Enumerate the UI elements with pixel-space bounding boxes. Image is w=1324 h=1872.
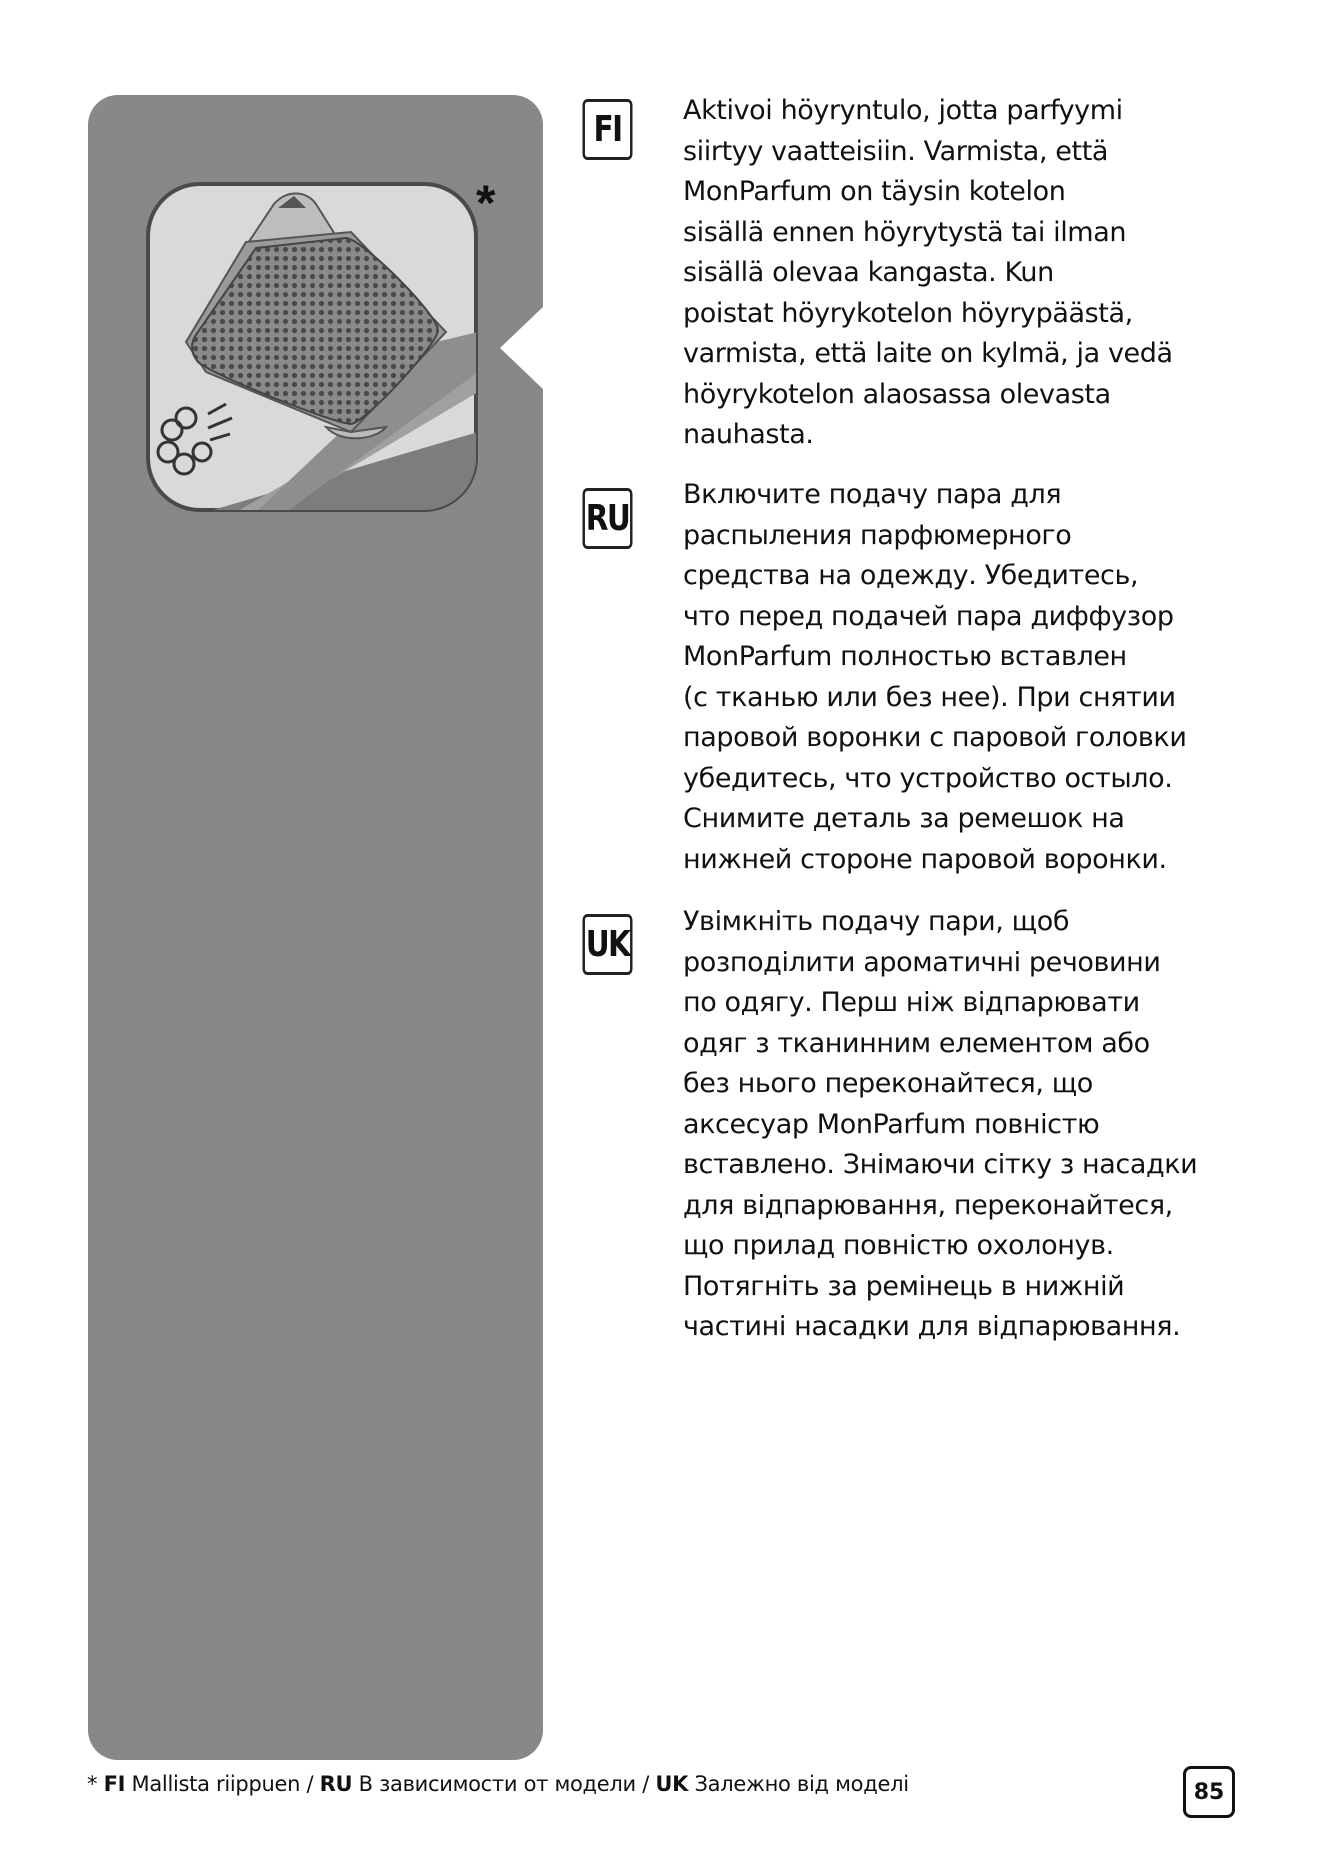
footnote-code-uk: UK <box>655 1772 689 1796</box>
footnote-code-ru: RU <box>319 1772 353 1796</box>
footnote-text-fi: Mallista riippuen / <box>125 1772 320 1796</box>
lang-badge-fi: FI <box>582 99 632 160</box>
text-ru: Включите подачу пара для распыления парфюмерного средства на одежду. Убедитесь, что перед подачей пара диффузор MonParfum полностью вставлен (с тканью или без нее). При снятии паровой воронки с паровой головки убедитесь, что устройство остыло. Снимите деталь за ремешок на нижней стороне паровой воронки. <box>683 479 1187 875</box>
text-uk: Увімкніть подачу пари, щоб розподілити ароматичні речовини по одягу. Перш ніж відпарювати одяг з тканинним елементом або без нього переконайтеся, що аксесуар MonParfum повністю вставлено. Знімаючи сітку з насадки для відпарювання, переконайтеся, що прилад повністю охолонув. Потягніть за ремінець в нижній частині насадки для відпарювання. <box>683 906 1198 1342</box>
sidebar-notch <box>500 305 545 391</box>
footnote <box>87 1772 909 1796</box>
steamer-head-illustration <box>146 182 478 512</box>
footnote-text-ru: В зависимости от модели / <box>352 1772 656 1796</box>
lang-badge-uk: UK <box>582 914 632 975</box>
lang-badge-ru: RU <box>582 488 632 549</box>
footnote-text-uk: Залежно від моделі <box>688 1772 909 1796</box>
text-fi: Aktivoi höyryntulo, jotta parfyymi siirtyy vaatteisiin. Varmista, että MonParfum on täysin kotelon sisällä ennen höyrytystä tai ilman sisällä olevaa kangasta. Kun poistat höyrykotelon höyrypäästä, varmista, että laite on kylmä, ja vedä höyrykotelon alaosassa olevasta nauhasta. <box>683 95 1173 450</box>
page-number: 85 <box>1183 1766 1235 1818</box>
model-dependent-asterisk: * <box>476 175 496 231</box>
footnote-code-fi: FI <box>103 1772 126 1796</box>
footnote-star: * <box>87 1772 104 1796</box>
